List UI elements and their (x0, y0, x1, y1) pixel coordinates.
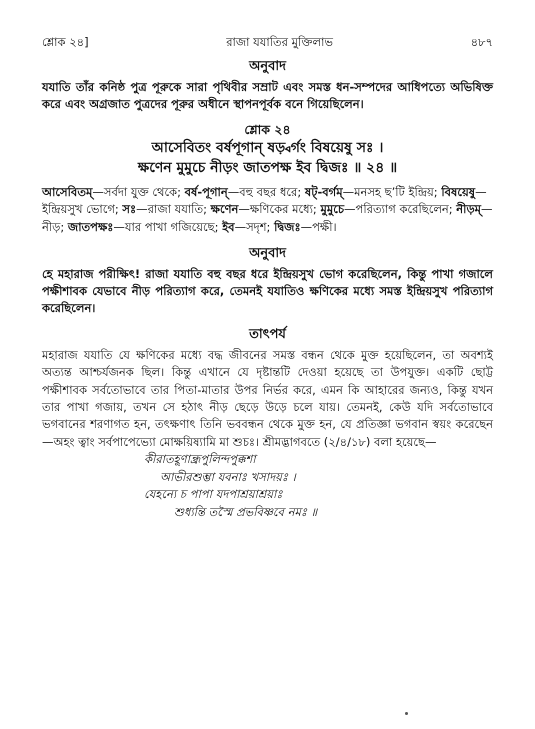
verse-block (42, 122, 493, 178)
verse-line-1: আসেবিতং বর্ষপূগান্ ষড়্বর্গং বিষয়েষু সঃ । (151, 139, 384, 156)
synonyms (42, 184, 493, 237)
quote-line-3: যেহন্যে চ পাপা যদপাশ্রয়াশ্রয়াঃ (144, 487, 283, 502)
purport-heading: তাৎপর্য (249, 326, 286, 342)
quote-line-2: আভীরশুম্ভা যবনাঃ খসাদয়ঃ । (160, 469, 296, 484)
purport-text: মহারাজ যযাতি যে ক্ষণিকের মধ্যে বদ্ধ জীবনের সমস্ত বন্ধন থেকে মুক্ত হয়েছিলেন, তা অবশ্যই অত্যন্ত আশ্চর্যজনক ছিল। কিন্তু এখানে যে দৃষ্টান্তটি দেওয়া হয়েছে তা উপযুক্ত। একটি ছোট্ট পক্ষীশাবক সর্বতোভাবে তার পিতা-মাতার উপর নির্ভর করে, এমন কি আহারের জন্যও, কিন্তু যখন তার পাখা গজায়, তখন সে হঠাৎ নীড় ছেড়ে উড়ে চলে যায়। তেমনই, কেউ যদি সর্বতোভাবে ভগবানের শরণাগত হন, তৎক্ষণাৎ তিনি ভববন্ধন থেকে মুক্ত হন, যে প্রতিজ্ঞা ভগবান স্বয়ং করেছেন—অহং ত্বাং সর্বপাপেভ্যো মোক্ষয়িষ্যামি মা শুচঃ। শ্রীমদ্ভাগবতে (২/৪/১৮) বলা হয়েছে— (42, 347, 493, 449)
synonym-term: আসেবিতম্ (42, 184, 93, 199)
translation-heading-2: অনুবাদ (249, 245, 286, 261)
synonym-meaning: —মনসহ ছ’টি ইন্দ্রিয়; (342, 184, 442, 199)
synonym-term: ষট্-বর্গম্ (304, 184, 343, 199)
synonym-meaning: —সর্বদা যুক্ত থেকে; (92, 184, 185, 199)
verse-line-2: ক্ষণেন মুমুচে নীড়ং জাতপক্ষ ইব দ্বিজঃ ॥ ২৪ ॥ (137, 159, 398, 176)
verse-reference: শ্লোক ২৪] (42, 35, 89, 49)
running-header (42, 34, 493, 50)
synonym-term: ক্ষণেন (210, 202, 239, 217)
chapter-title: রাজা যযাতির মুক্তিলাভ (226, 35, 333, 49)
synonym-meaning: —পক্ষী। (300, 220, 337, 234)
translation-text: যযাতি তাঁর কনিষ্ঠ পুত্র পূরুকে সারা পৃথিবীর সম্রাট এবং সমস্ত ধন-সম্পদের আধিপত্যে অভিষিক্ত করে এবং অগ্রজাত পুত্রদের পূরুর অধীনে স্থাপনপূর্বক বনে গিয়েছিলেন। (42, 80, 493, 112)
synonym-term: বর্ষ-পূগান্ (184, 184, 228, 199)
print-speck (405, 712, 408, 715)
quote-line-4: শুধ্যন্তি তস্মৈ প্রভবিষ্ণবে নমঃ ॥ (174, 505, 318, 520)
synonym-meaning: —যার পাখা গজিয়েছে; (113, 220, 223, 234)
translation-heading: অনুবাদ (249, 59, 286, 74)
synonym-term: দ্বিজঃ (274, 220, 301, 234)
page-number: ৪৮৭ (470, 35, 493, 49)
synonym-meaning: —রাজা যযাতি; (136, 202, 211, 217)
quote-line-1: কীরাতহূণান্ধ্রপুলিন্দপুক্কশা (144, 452, 256, 467)
verse-label: শ্লোক ২৪ (244, 121, 291, 137)
synonym-meaning: —পরিত্যাগ করেছিলেন; (344, 202, 457, 217)
synonym-term: নীড়ম্ (456, 202, 482, 217)
synonym-term: সঃ (122, 202, 137, 217)
synonym-meaning: —বহু বছর ধরে; (227, 184, 305, 199)
synonym-term: জাতপক্ষঃ (67, 220, 114, 234)
synonym-meaning: —ক্ষণিকের মধ্যে; (238, 202, 321, 217)
synonym-meaning: —নীড়; (42, 202, 493, 234)
translation-text-2: হে মহারাজ পরীক্ষিৎ! রাজা যযাতি বহু বছর ধরে ইন্দ্রিয়সুখ ভোগ করেছিলেন, কিন্তু পাখা গজালে পক্ষীশাবক যেভাবে নীড় পরিত্যাগ করে, তেমনই যযাতিও ক্ষণিকের মধ্যে সমস্ত ইন্দ্রিয়সুখ পরিত্যাগ করেছিলেন। (42, 266, 493, 316)
synonym-term: ইব (222, 220, 235, 234)
synonym-term: মুমুচে (320, 202, 345, 217)
synonym-meaning: —সদৃশ; (234, 220, 275, 234)
synonym-term: বিষয়েষু (441, 184, 476, 199)
synonym-meaning: —ইন্দ্রিয়সুখ ভোগে; (42, 184, 487, 217)
